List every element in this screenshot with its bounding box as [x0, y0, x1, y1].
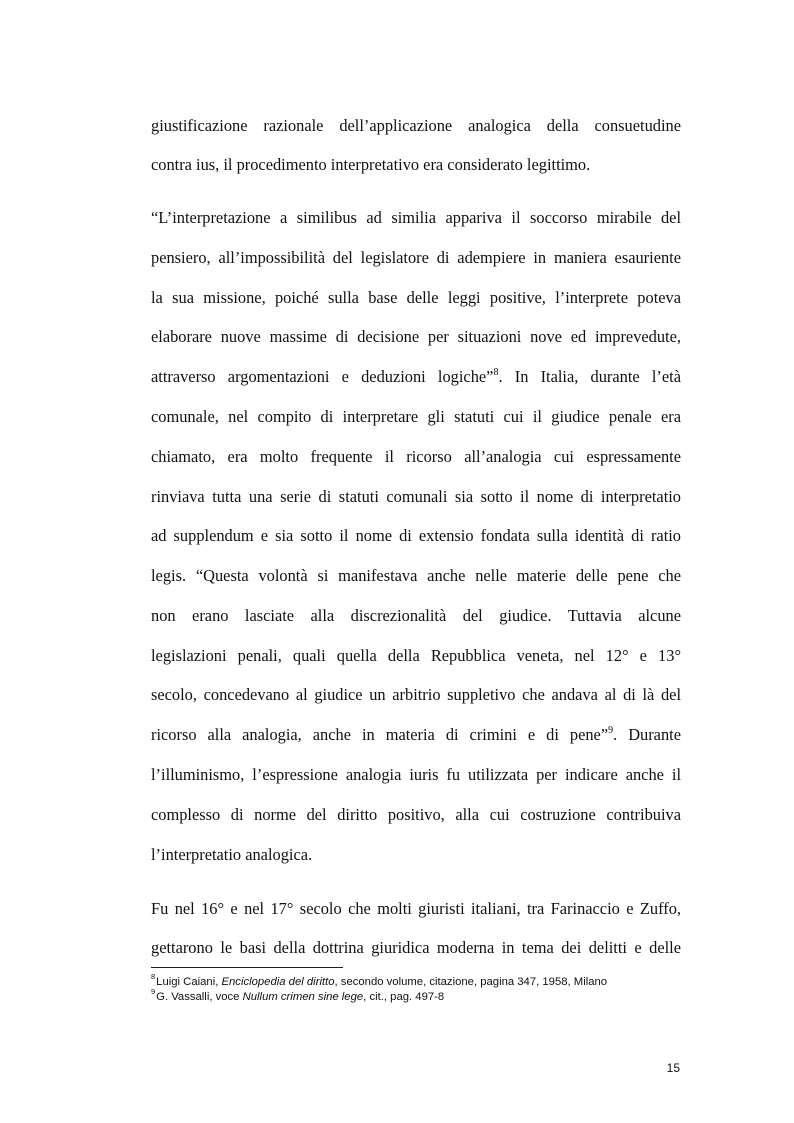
footnote-8-number: 8 [151, 972, 156, 982]
body-line-20: Fu nel 16° e nel 17° secolo che molti giuristi italiani, tra Farinaccio e Zuffo, [151, 899, 681, 918]
body-line-16-text-after: . Durante [613, 725, 681, 744]
footnote-ref-9[interactable]: 9 [608, 724, 614, 736]
footnote-8-title: Enciclopedia del diritto [221, 976, 335, 988]
body-line-1: giustificazione razionale dell’applicazione analogica della consuetudine [151, 116, 681, 135]
body-line-4: pensiero, all’impossibilità del legislatore di adempiere in maniera esauriente [151, 248, 681, 267]
body-line-5: la sua missione, poiché sulla base delle leggi positive, l’interprete poteva [151, 288, 681, 307]
body-line-15: secolo, concedevano al giudice un arbitrio suppletivo che andava al di là del [151, 685, 681, 704]
body-line-13: non erano lasciate alla discrezionalità del giudice. Tuttavia alcune [151, 606, 681, 625]
body-line-12: legis. “Questa volontà si manifestava anche nelle materie delle pene che [151, 566, 681, 585]
footnote-8-author: Luigi Caiani, [156, 976, 222, 988]
body-line-6: elaborare nuove massime di decisione per situazioni nove ed imprevedute, [151, 327, 681, 346]
page-number: 15 [666, 1061, 680, 1075]
body-line-8: comunale, nel compito di interpretare gli statuti cui il giudice penale era [151, 407, 681, 426]
body-line-17: l’illuminismo, l’espressione analogia iuris fu utilizzata per indicare anche il [151, 765, 681, 784]
body-line-16-text-before: ricorso alla analogia, anche in materia di crimini e di pene” [151, 725, 609, 744]
footnote-9-title: Nullum crimen sine lege [242, 991, 364, 1003]
body-line-16 [151, 725, 681, 745]
body-line-7-text-before: attraverso argomentazioni e deduzioni logiche” [151, 367, 494, 386]
footnote-8-rest: , secondo volume, citazione, pagina 347, 1958, Milano [334, 976, 608, 988]
body-line-18: complesso di norme del diritto positivo, alla cui costruzione contribuiva [151, 805, 681, 824]
footnote-9-author: G. Vassalli, voce [156, 991, 243, 1003]
footnote-9-number: 9 [151, 987, 156, 997]
body-line-14: legislazioni penali, quali quella della Repubblica veneta, nel 12° e 13° [151, 646, 681, 665]
footnote-9 [151, 987, 691, 1004]
body-line-3: “L’interpretazione a similibus ad similia appariva il soccorso mirabile del [151, 208, 681, 227]
footnote-ref-8[interactable]: 8 [493, 366, 499, 378]
body-line-2: contra ius, il procedimento interpretativo era considerato legittimo. [151, 155, 591, 174]
footnote-9-rest: , cit., pag. 497-8 [363, 991, 445, 1003]
body-line-9: chiamato, era molto frequente il ricorso all’analogia cui espressamente [151, 447, 681, 466]
footnote-8 [151, 972, 691, 989]
body-line-11: ad supplendum e sia sotto il nome di extensio fondata sulla identità di ratio [151, 526, 681, 545]
body-line-21: gettarono le basi della dottrina giuridica moderna in tema dei delitti e delle [151, 938, 681, 957]
body-line-10: rinviava tutta una serie di statuti comunali sia sotto il nome di interpretatio [151, 487, 681, 506]
body-line-19: l’interpretatio analogica. [151, 845, 313, 864]
body-line-7-text-after: . In Italia, durante l’età [498, 367, 681, 386]
footnote-separator [151, 967, 343, 968]
body-line-7 [151, 367, 681, 387]
